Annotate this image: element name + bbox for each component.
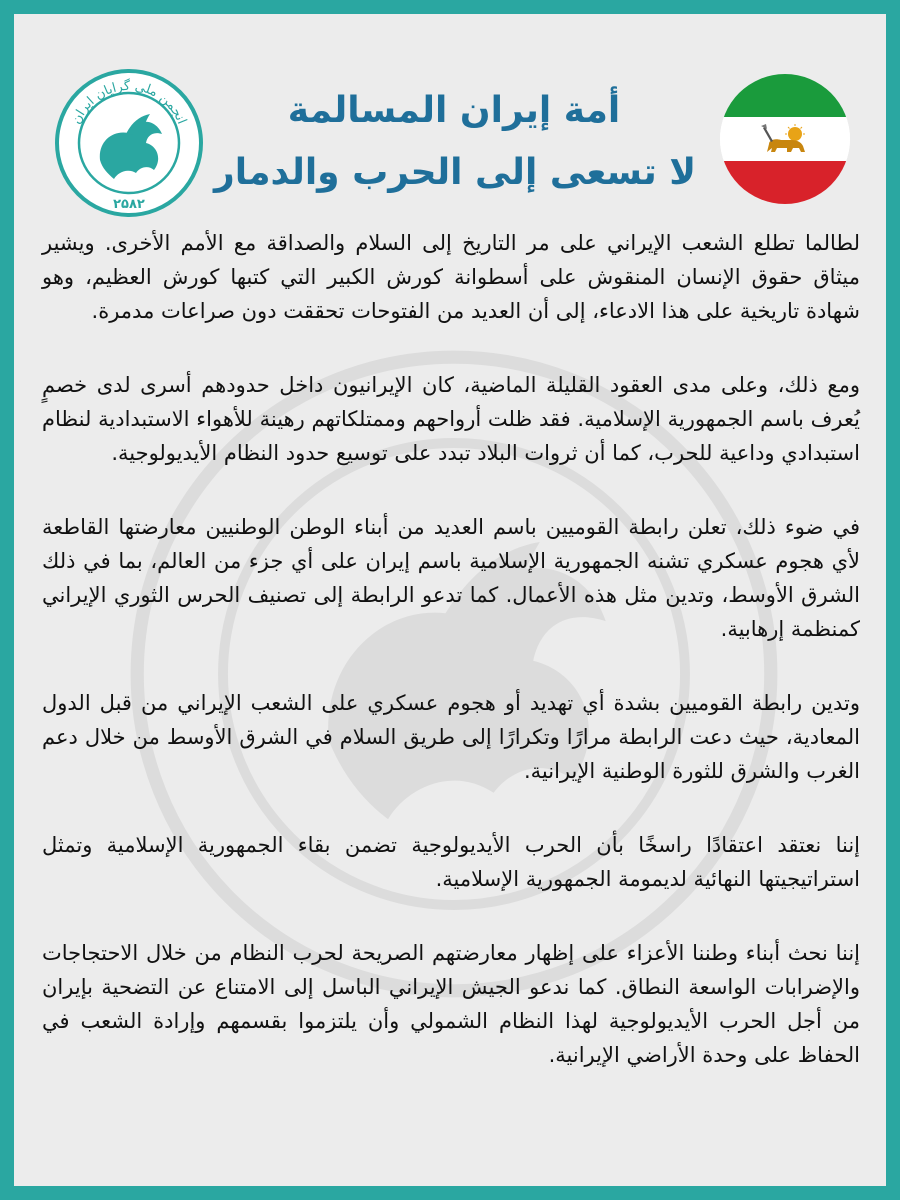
flag-red-stripe xyxy=(720,161,850,204)
document-body xyxy=(42,226,860,1112)
paragraph-2: ومع ذلك، وعلى مدى العقود القليلة الماضية، كان الإيرانيون داخل حدودهم أسرى لدى خصمٍ يُعرف باسم الجمهورية الإسلامية. فقد ظلت أرواحهم وممتلكاتهم رهينة للأهواء الاستبدادية لنظام استبدادي وداعية للحرب، كما أن ثروات البلاد تبدد على توسيع حدود النظام الأيديولوجية. xyxy=(42,373,860,465)
lion-and-sun-flag-icon xyxy=(720,74,850,204)
page-title xyxy=(214,80,697,204)
document-page xyxy=(14,14,886,1186)
paragraph-1: لطالما تطلع الشعب الإيراني على مر التاريخ إلى السلام والصداقة مع الأمم الأخرى. ويشير ميثاق حقوق الإنسان المنقوش على أسطوانة كورش الكبير التي كتبها كورش العظيم، وهو شهادة تاريخية على هذا الادعاء، إلى أن العديد من الفتوحات تحققت دون صراعات مدمرة. xyxy=(42,231,860,323)
lion-and-sun-icon xyxy=(757,122,813,158)
header xyxy=(14,14,886,214)
flag-green-stripe xyxy=(720,74,850,117)
emblem-text-top: انجمن ملی گرایان ایران xyxy=(69,78,190,127)
title-line-2: لا تسعى إلى الحرب والدمار xyxy=(214,152,697,193)
paragraph-4: وتدين رابطة القوميين بشدة أي تهديد أو هجوم عسكري على الشعب الإيراني من قبل الدول المعادية، حيث دعت الرابطة مرارًا وتكرارًا إلى طريق السلام في الشرق الأوسط من خلال دعم الغرب والشرق للثورة الوطنية الإيرانية. xyxy=(42,691,860,783)
paragraph-6: إننا نحث أبناء وطننا الأعزاء على إظهار معارضتهم الصريحة لحرب النظام من خلال الاحتجاجات والإضرابات الواسعة النطاق. كما ندعو الجيش الإيراني الباسل إلى الامتناع عن التضحية بإيران من أجل الحرب الأيديولوجية لهذا النظام الشمولي وأن يلتزموا بقسمهم وإرادة الشعب في الحفاظ على وحدة الأراضي الإيرانية. xyxy=(42,941,860,1067)
title-line-1: أمة إيران المسالمة xyxy=(287,90,621,131)
paragraph-5: إننا نعتقد اعتقادًا راسخًا بأن الحرب الأيديولوجية تضمن بقاء الجمهورية الإسلامية وتمثل استراتيجيتها النهائية لديمومة الجمهورية الإسلامية. xyxy=(42,833,860,891)
paragraph-3: في ضوء ذلك، تعلن رابطة القوميين باسم العديد من أبناء الوطن الوطنيين معارضتها القاطعة لأي هجوم عسكري تشنه الجمهورية الإسلامية باسم إيران على أي جزء من العالم، بما في ذلك الشرق الأوسط، وتدين مثل هذه الأعمال. كما تدعو الرابطة إلى تصنيف الحرس الثوري الإيراني كمنظمة إرهابية. xyxy=(42,515,860,641)
emblem-text-bottom: ۲۵۸۲ xyxy=(113,197,145,212)
lion-emblem-icon xyxy=(54,68,204,218)
